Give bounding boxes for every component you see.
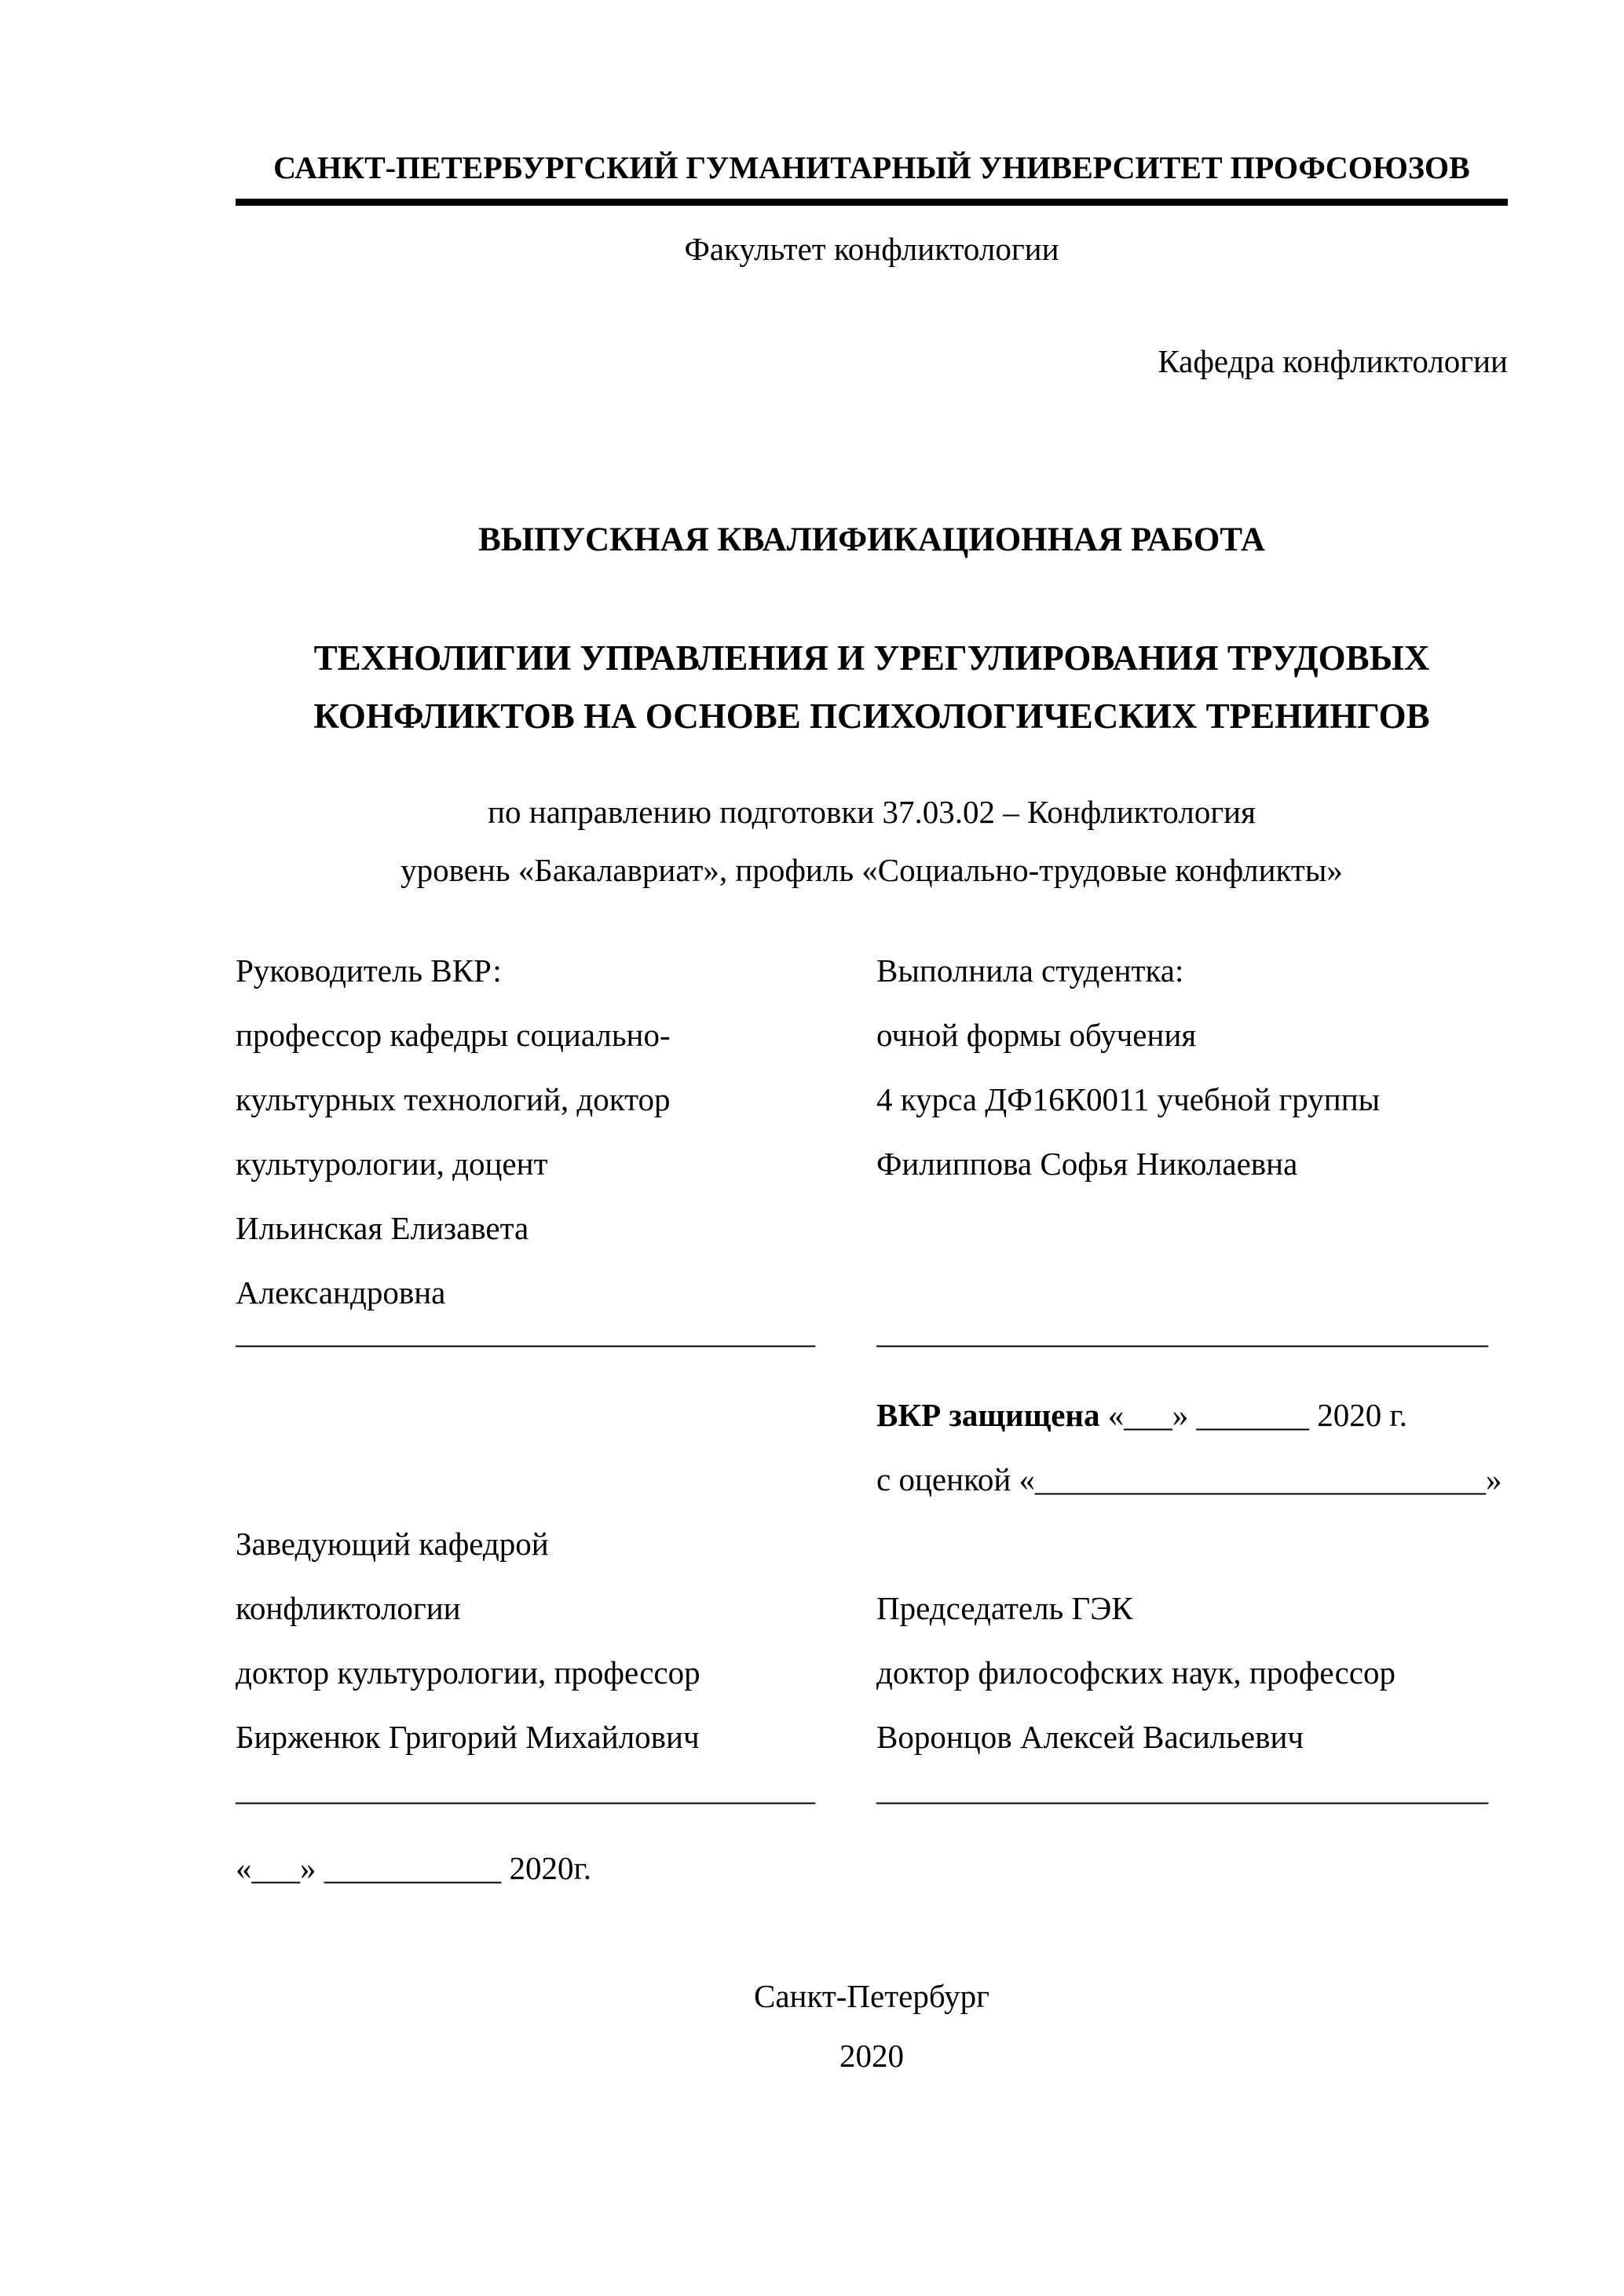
student-line: Филиппова Софья Николаевна bbox=[876, 1146, 1298, 1182]
publication-year: 2020 bbox=[839, 2038, 904, 2074]
chairman-block bbox=[876, 1512, 1508, 1769]
people-columns bbox=[236, 938, 1508, 1325]
university-name: САНКТ-ПЕТЕРБУРГСКИЙ ГУМАНИТАРНЫЙ УНИВЕРСИТЕТ ПРОФСОЮЗОВ bbox=[236, 148, 1508, 206]
signature-row-bottom bbox=[236, 1769, 1508, 1808]
head-signature-line: ____________________________________ bbox=[236, 1771, 815, 1807]
supervisor-label: Руководитель ВКР: bbox=[236, 952, 502, 989]
supervisor-signature-line: ____________________________________ bbox=[236, 1314, 815, 1350]
program-direction: по направлению подготовки 37.03.02 – Конфликтология bbox=[488, 794, 1256, 830]
student-block bbox=[876, 938, 1508, 1325]
defense-date-blank: «___» _______ 2020 г. bbox=[1099, 1397, 1407, 1433]
work-type-heading: ВЫПУСКНАЯ КВАЛИФИКАЦИОННАЯ РАБОТА bbox=[478, 521, 1265, 558]
page-content bbox=[236, 148, 1508, 2086]
supervisor-line: Александровна bbox=[236, 1274, 446, 1311]
chairman-line: Председатель ГЭК bbox=[876, 1590, 1133, 1626]
supervisor-line: культурологии, доцент bbox=[236, 1146, 548, 1182]
defense-block bbox=[876, 1383, 1508, 1512]
head-of-department-block bbox=[236, 1512, 832, 1769]
student-line: очной формы обучения bbox=[876, 1017, 1197, 1053]
officials-columns bbox=[236, 1512, 1508, 1769]
defense-status-label: ВКР защищена bbox=[876, 1397, 1100, 1433]
chairman-signature-line: ______________________________________ bbox=[876, 1771, 1488, 1807]
supervisor-line: Ильинская Елизавета bbox=[236, 1210, 529, 1246]
supervisor-line: профессор кафедры социально- bbox=[236, 1017, 671, 1053]
thesis-title-line2: КОНФЛИКТОВ НА ОСНОВЕ ПСИХОЛОГИЧЕСКИХ ТРЕНИНГОВ bbox=[313, 696, 1430, 736]
head-line: Заведующий кафедрой bbox=[236, 1526, 549, 1562]
supervisor-line: культурных технологий, доктор bbox=[236, 1081, 671, 1117]
student-label: Выполнила студентка: bbox=[876, 952, 1184, 989]
city-name: Санкт-Петербург bbox=[754, 1978, 989, 2014]
program-info bbox=[236, 783, 1508, 899]
chairman-line: Воронцов Алексей Васильевич bbox=[876, 1719, 1304, 1755]
defense-grade-line: с оценкой «____________________________» bbox=[876, 1461, 1502, 1497]
student-signature-line: ______________________________________ bbox=[876, 1314, 1488, 1350]
supervisor-block bbox=[236, 938, 832, 1325]
signature-row-top bbox=[236, 1312, 1508, 1351]
faculty-name: Факультет конфликтологии bbox=[684, 231, 1059, 267]
head-line: доктор культурологии, профессор bbox=[236, 1654, 700, 1691]
thesis-title-line1: ТЕХНОЛИГИИ УПРАВЛЕНИЯ И УРЕГУЛИРОВАНИЯ ТРУДОВЫХ bbox=[313, 638, 1430, 678]
department-name: Кафедра конфликтологии bbox=[1158, 343, 1508, 379]
approval-date-line: «___» ___________ 2020г. bbox=[236, 1850, 591, 1886]
head-line: Бирженюк Григорий Михайлович bbox=[236, 1719, 700, 1755]
student-line: 4 курса ДФ16К0011 учебной группы bbox=[876, 1081, 1381, 1117]
thesis-title bbox=[236, 629, 1508, 745]
defense-status-line bbox=[876, 1383, 1508, 1447]
footer-block bbox=[236, 1966, 1508, 2086]
chairman-spacer bbox=[876, 1512, 1508, 1576]
chairman-line: доктор философских наук, профессор bbox=[876, 1654, 1396, 1691]
program-level-profile: уровень «Бакалавриат», профиль «Социально-трудовые конфликты» bbox=[401, 852, 1343, 888]
head-line: конфликтологии bbox=[236, 1590, 461, 1626]
